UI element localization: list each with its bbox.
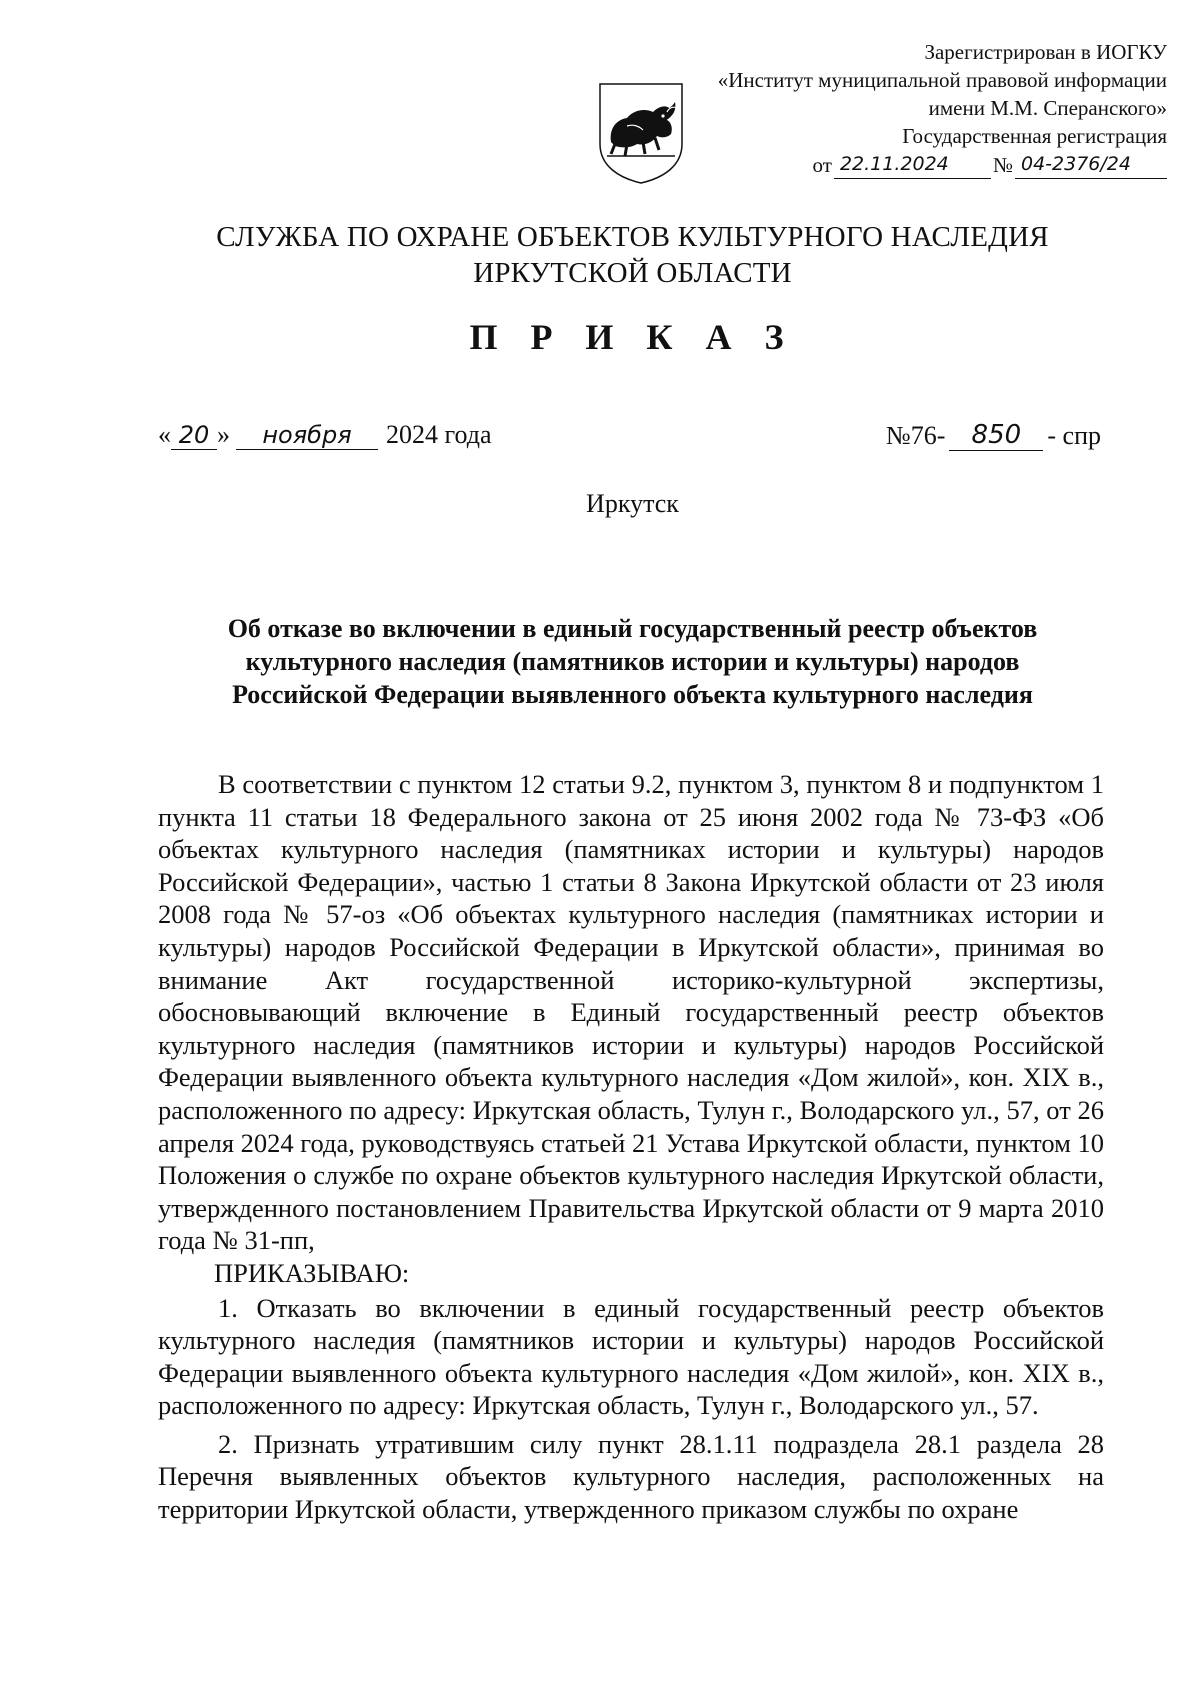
registration-date-number [647,150,1167,179]
date-month-handwritten: ноября [236,421,378,450]
registration-number-prefix: № [992,153,1013,177]
order-body [158,768,1104,1526]
document-type-title: П Р И К А З [469,317,796,357]
order-word: ПРИКАЗЫВАЮ: [214,1257,410,1288]
agency-name [0,219,1200,291]
order-item-2: 2. Признать утратившим силу пункт 28.1.11 подраздела 28.1 раздела 28 Перечня выявленных объектов культурного наследия, расположенных на территории Иркутской области, утвержденного приказом службы по охране [158,1428,1104,1525]
order-heading-line-1: Об отказе во включении в единый государственный реестр объектов [227,614,1038,643]
date-year: 2024 года [386,420,492,449]
order-heading-line-3: Российской Федерации выявленного объекта культурного наследия [232,680,1033,709]
date-open-quote: « [158,420,171,449]
registration-number-handwritten: 04-2376/24 [1015,150,1167,179]
registration-stamp [647,38,1167,179]
registration-line-1: Зарегистрирован в ИОГКУ [924,40,1167,64]
order-number-suffix: - спр [1047,421,1101,450]
registration-date-handwritten: 22.11.2024 [834,150,991,179]
registration-line-2: «Институт муниципальной правовой информации [717,68,1167,92]
order-date [158,420,492,450]
irkutsk-coat-of-arms-icon [597,82,685,185]
registration-line-4: Государственная регистрация [902,124,1167,148]
registration-date-prefix: от [812,153,832,177]
date-day-handwritten: 20 [171,421,217,450]
order-number-prefix: №76- [885,421,946,450]
city-name: Иркутск [586,489,679,518]
registration-line-3: имени М.М. Сперанского» [928,96,1167,120]
order-heading [140,612,1125,711]
date-close-quote: » [217,420,230,449]
agency-name-line-2: ИРКУТСКОЙ ОБЛАСТИ [473,257,792,289]
preamble-paragraph: В соответствии с пунктом 12 статьи 9.2, пунктом 3, пунктом 8 и подпунктом 1 пункта 11 статьи 18 Федерального закона от 25 июня 2002 года № 73-ФЗ «Об объектах культурного наследия (памятниках истории и культуры) народов Российской Федерации», частью 1 статьи 8 Закона Иркутской области от 23 июля 2008 года № 57-оз «Об объектах культурного наследия (памятниках истории и культуры) народов Российской Федерации в Иркутской области», принимая во внимание Акт государственной историко-культурной экспертизы, обосновывающий включение в Единый государственный реестр объектов культурного наследия (памятников истории и культуры) народов Российской Федерации выявленного объекта культурного наследия «Дом жилой», кон. XIX в., расположенного по адресу: Иркутская область, Тулун г., Володарского ул., 57, от 26 апреля 2024 года, руководствуясь статьей 21 Устава Иркутской области, пунктом 10 Положения о службе по охране объектов культурного наследия Иркутской области, утвержденного постановлением Правительства Иркутской области от 9 марта 2010 года № 31-пп, [158,769,1104,1256]
order-item-1: 1. Отказать во включении в единый государственный реестр объектов культурного наследия (памятников истории и культуры) народов Российской Федерации выявленного объекта культурного наследия «Дом жилой», кон. XIX в., расположенного по адресу: Иркутская область, Тулун г., Володарского ул., 57. [158,1292,1104,1421]
agency-name-line-1: СЛУЖБА ПО ОХРАНЕ ОБЪЕКТОВ КУЛЬТУРНОГО НАСЛЕДИЯ [216,221,1049,253]
order-heading-line-2: культурного наследия (памятников истории и культуры) народов [245,647,1020,676]
order-number [886,420,1101,451]
order-number-handwritten: 850 [949,420,1043,451]
